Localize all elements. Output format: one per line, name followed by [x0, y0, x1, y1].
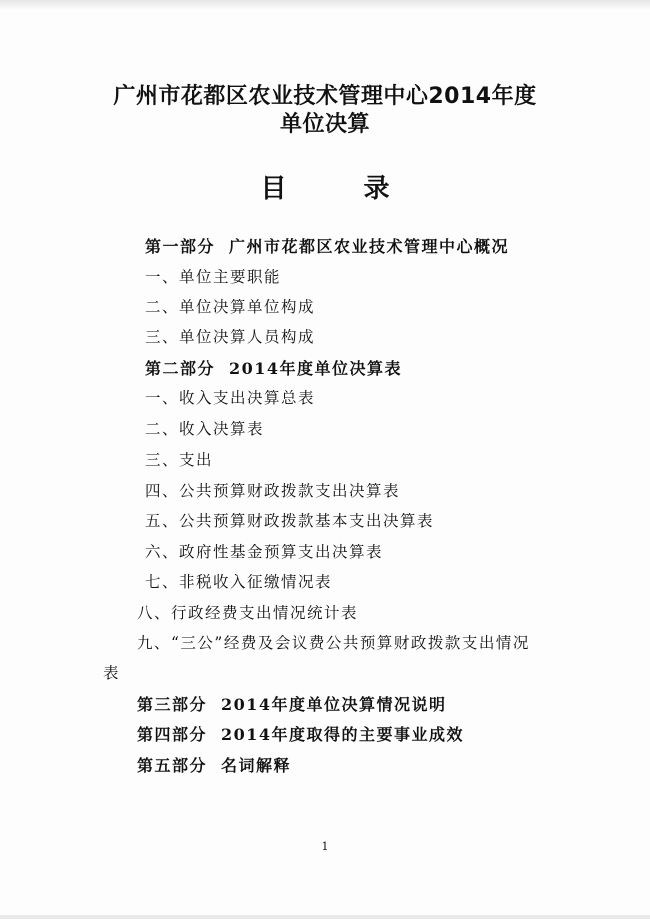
toc-item: 一、单位主要职能 [145, 268, 282, 286]
toc-part-3-text: 2014年度单位决算情况说明 [221, 695, 447, 714]
toc-part-4 [137, 722, 464, 745]
toc-part-2 [145, 356, 402, 379]
toc-item: 四、公共预算财政拨款支出决算表 [145, 482, 401, 500]
toc-part-2-text: 2014年度单位决算表 [229, 359, 403, 378]
toc-item: 五、公共预算财政拨款基本支出决算表 [145, 512, 435, 530]
toc-item: 二、收入决算表 [145, 420, 265, 438]
toc-heading: 目 录 [260, 174, 424, 204]
toc-part-1-label: 第一部分 [145, 237, 216, 256]
toc-part-3-label: 第三部分 [137, 695, 208, 714]
toc-item: 八、行政经费支出情况统计表 [137, 604, 359, 622]
document-title-line1: 广州市花都区农业技术管理中心2014年度 [113, 84, 537, 109]
document-title-line2: 单位决算 [279, 112, 370, 137]
toc-item: 一、收入支出决算总表 [145, 389, 316, 407]
toc-item: 三、单位决算人员构成 [145, 328, 316, 346]
toc-item: 九、“三公”经费及会议费公共预算财政拨款支出情况 [137, 634, 530, 652]
toc-part-3 [137, 692, 447, 715]
toc-item-continuation: 表 [103, 664, 121, 682]
toc-item: 三、支出 [145, 451, 214, 469]
toc-part-1-text: 广州市花都区农业技术管理中心概况 [229, 237, 510, 256]
page-number: 1 [321, 840, 329, 853]
toc-part-4-text: 2014年度取得的主要事业成效 [221, 725, 465, 744]
toc-part-5-text: 名词解释 [221, 756, 292, 775]
toc-item: 六、政府性基金预算支出决算表 [145, 543, 384, 561]
toc-part-5 [137, 753, 291, 776]
toc-item: 二、单位决算单位构成 [145, 298, 316, 316]
toc-part-2-label: 第二部分 [145, 359, 216, 378]
toc-part-5-label: 第五部分 [137, 756, 208, 775]
scan-edge-bottom [0, 915, 650, 919]
toc-item: 七、非税收入征缴情况表 [145, 573, 333, 591]
toc-part-1 [145, 234, 509, 257]
toc-part-4-label: 第四部分 [137, 725, 208, 744]
